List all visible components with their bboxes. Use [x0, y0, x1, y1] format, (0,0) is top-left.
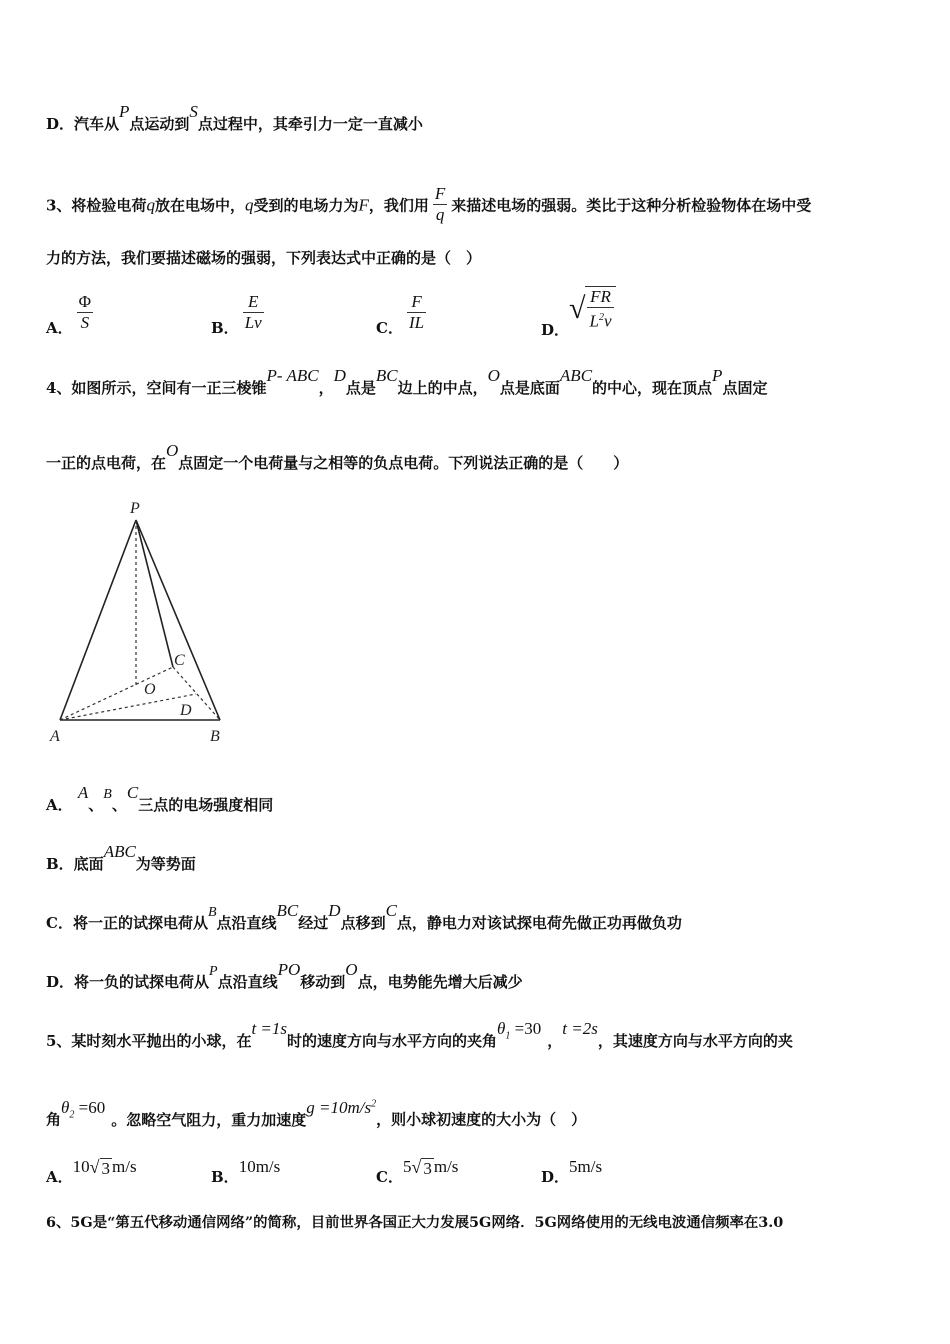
fraction-numerator: Φ	[78, 292, 92, 311]
sqrt-expression	[411, 1157, 433, 1180]
q2-option-d-label: D．汽车从	[46, 115, 120, 133]
t1-expr: t =1s	[251, 1019, 288, 1038]
option-a-fraction	[77, 292, 93, 333]
q3-option-c[interactable]	[376, 292, 430, 337]
q3-option-b[interactable]	[211, 292, 268, 337]
q3-option-a[interactable]	[46, 292, 97, 337]
edge-pa	[60, 520, 136, 720]
q2-text-end: 点过程中，其牵引力一定一直减小	[197, 115, 423, 133]
q4-option-b[interactable]	[46, 842, 196, 874]
q5-stem-line2	[46, 1097, 587, 1137]
option-text: 点，静电力对该试探电荷先做正功再做负功	[396, 914, 682, 932]
fraction-numerator: F	[407, 292, 426, 313]
option-text: 移动到	[300, 973, 346, 991]
q6-stem-line1: 6、5G是“第五代移动通信网络”的简称，目前世界各国正大力发展5G网络．5G网络使用的无线电波通信频率在3.0	[46, 1214, 784, 1231]
option-text: 三点的电场强度相同	[138, 796, 274, 814]
option-b-value: 10m/s	[238, 1157, 281, 1176]
label-d: D	[180, 702, 192, 719]
theta-val: =60	[74, 1097, 106, 1117]
q3-text: 来描述电场的强弱。类比于这种分析检验物体在场中受	[451, 196, 812, 215]
sqrt-radicand: 3	[101, 1159, 111, 1179]
q4-stem-line1	[46, 366, 768, 398]
symbol-p: P	[119, 102, 130, 121]
q5-option-b[interactable]	[211, 1156, 281, 1186]
symbol-f: F	[358, 195, 369, 215]
symbol-po: PO	[277, 960, 301, 979]
q5-text: 。忽略空气阻力，重力加速度	[111, 1110, 307, 1129]
option-label: D．	[541, 1168, 570, 1186]
q5-text: ，	[547, 1032, 563, 1050]
sqrt-radicand	[585, 286, 615, 332]
q4-text: 点固定一个电荷量与之相等的负点电荷。下列说法正确的是（ ）	[178, 454, 629, 472]
label-a: A	[50, 728, 60, 745]
option-text: 点沿直线	[216, 914, 277, 932]
symbol-d: D	[328, 901, 341, 920]
q3-text: 3、将检验电荷	[46, 196, 147, 215]
q4-text: 点是底面	[499, 379, 560, 397]
den-l: L	[589, 311, 599, 331]
option-label: A．	[46, 318, 73, 337]
q3-text: 放在电场中，	[154, 196, 245, 215]
option-text: 点，电势能先增大后减少	[357, 973, 523, 991]
option-label: D．	[541, 320, 570, 339]
option-label: A．	[46, 1168, 73, 1186]
fraction-f-over-q	[433, 184, 447, 225]
fraction-numerator: E	[243, 292, 264, 313]
q3-stem-line2: 力的方法，我们要描述磁场的强弱，下列表达式中正确的是（ ）	[46, 249, 482, 267]
separator: 、	[88, 796, 104, 814]
symbol-b: B	[103, 787, 112, 802]
symbol-abc: ABC	[559, 366, 593, 385]
fraction-numerator: F	[434, 184, 446, 203]
q2-option-d	[46, 102, 423, 134]
symbol-d: D	[333, 366, 346, 385]
q4-text: 点是	[345, 379, 376, 397]
q4-text: 4、如图所示，空间有一正三棱锥	[46, 379, 267, 397]
label-c: C	[174, 652, 185, 669]
q3-option-d[interactable]	[541, 286, 616, 339]
symbol-p: P	[712, 366, 723, 385]
fraction-denominator: Lv	[244, 313, 262, 332]
option-c-unit: m/s	[433, 1157, 459, 1176]
q4-option-a[interactable]	[46, 783, 274, 817]
sqrt-sign-icon: √	[411, 1156, 422, 1177]
separator: 、	[111, 796, 127, 814]
option-d-value: 5m/s	[569, 1157, 603, 1176]
symbol-o: O	[166, 441, 179, 460]
label-o: O	[144, 681, 156, 698]
q5-text: 时的速度方向与水平方向的夹角	[287, 1032, 498, 1050]
label-b: B	[210, 728, 220, 745]
q5-text: 角	[46, 1110, 62, 1129]
option-a-coef: 10	[72, 1157, 90, 1176]
q4-text: 的中心，现在顶点	[592, 379, 713, 397]
option-label: D．将一负的试探电荷从	[46, 973, 210, 991]
q4-option-d[interactable]	[46, 960, 523, 994]
symbol-bc: BC	[276, 901, 299, 920]
den-v: v	[603, 311, 612, 331]
symbol-c: C	[385, 901, 397, 920]
option-label: B．	[211, 1168, 239, 1186]
symbol-a: A	[77, 783, 89, 802]
option-text: 点沿直线	[217, 973, 278, 991]
option-text: 经过	[298, 914, 329, 932]
option-text: 为等势面	[135, 855, 196, 873]
theta-val: =30	[510, 1019, 542, 1038]
q3-text: 受到的电场力为	[253, 196, 359, 215]
theta-sub: 1	[505, 1030, 511, 1042]
sqrt-sign-icon: √	[89, 1156, 100, 1177]
option-c-fraction	[407, 292, 426, 333]
q4-text: ，	[318, 379, 334, 397]
option-label: C．	[376, 318, 403, 337]
q4-text: 一正的点电荷，在	[46, 454, 167, 472]
symbol-g	[306, 1098, 376, 1117]
g-expr: g =10m/s	[306, 1097, 372, 1117]
symbol-q: q	[244, 195, 254, 215]
option-label: A．	[46, 796, 73, 814]
q5-text: ，其速度方向与水平方向的夹	[597, 1032, 793, 1050]
theta-sym: θ	[497, 1019, 506, 1038]
theta-sub: 2	[69, 1109, 75, 1121]
fraction-denominator	[587, 308, 613, 332]
option-label: B．	[211, 318, 239, 337]
sqrt-expression	[569, 286, 615, 332]
symbol-t2: t =2s	[562, 1019, 598, 1038]
label-p: P	[130, 500, 140, 517]
option-label: C．将一正的试探电荷从	[46, 914, 208, 932]
q5-option-a[interactable]	[46, 1156, 137, 1186]
sqrt-sign-icon: √	[569, 291, 586, 325]
symbol-b: B	[207, 905, 217, 920]
symbol-o: O	[345, 960, 358, 979]
q4-text: 点固定	[722, 379, 768, 397]
option-b-fraction	[243, 292, 264, 333]
q4-stem-line2	[46, 441, 629, 473]
option-label: C．	[376, 1168, 403, 1186]
sqrt-expression	[90, 1157, 112, 1180]
symbol-p-abc: P- ABC	[266, 366, 319, 385]
symbol-s: S	[189, 102, 198, 121]
q5-text: 5、某时刻水平抛出的小球，在	[46, 1032, 252, 1050]
symbol-c: C	[126, 783, 139, 802]
option-text: 点移到	[340, 914, 386, 932]
sqrt-radicand: 3	[423, 1159, 432, 1179]
option-c-coef: 5	[402, 1157, 412, 1176]
g-sup: 2	[371, 1098, 377, 1109]
symbol-theta2	[61, 1097, 106, 1121]
q4-text: 边上的中点，	[397, 379, 488, 397]
q5-option-c[interactable]	[376, 1156, 459, 1186]
edge-ad	[60, 694, 196, 720]
den-sup: 2	[598, 312, 604, 323]
q3-text: ，我们用	[368, 196, 429, 215]
pyramid-figure	[40, 495, 240, 750]
q4-option-c[interactable]	[46, 901, 682, 935]
symbol-abc: ABC	[103, 842, 136, 861]
option-label: B．底面	[46, 855, 104, 873]
q5-option-d[interactable]	[541, 1156, 603, 1186]
symbol-p: P	[209, 964, 218, 979]
fraction-denominator: S	[80, 313, 90, 332]
q5-text: ，则小球初速度的大小为（ ）	[376, 1110, 587, 1129]
theta-sym: θ	[61, 1097, 70, 1117]
fraction-denominator: IL	[408, 313, 425, 332]
q5-stem-line1	[46, 1019, 793, 1058]
q3-stem-line1	[46, 186, 811, 227]
symbol-t1	[251, 1019, 287, 1038]
q2-text: 点运动到	[129, 115, 190, 133]
symbol-bc: BC	[375, 366, 398, 385]
option-a-unit: m/s	[112, 1157, 137, 1176]
symbol-o: O	[487, 366, 500, 385]
symbol-theta1	[497, 1019, 542, 1042]
fraction-numerator: FR	[587, 287, 613, 308]
symbol-q: q	[146, 195, 155, 215]
fraction-denominator: q	[435, 205, 445, 224]
